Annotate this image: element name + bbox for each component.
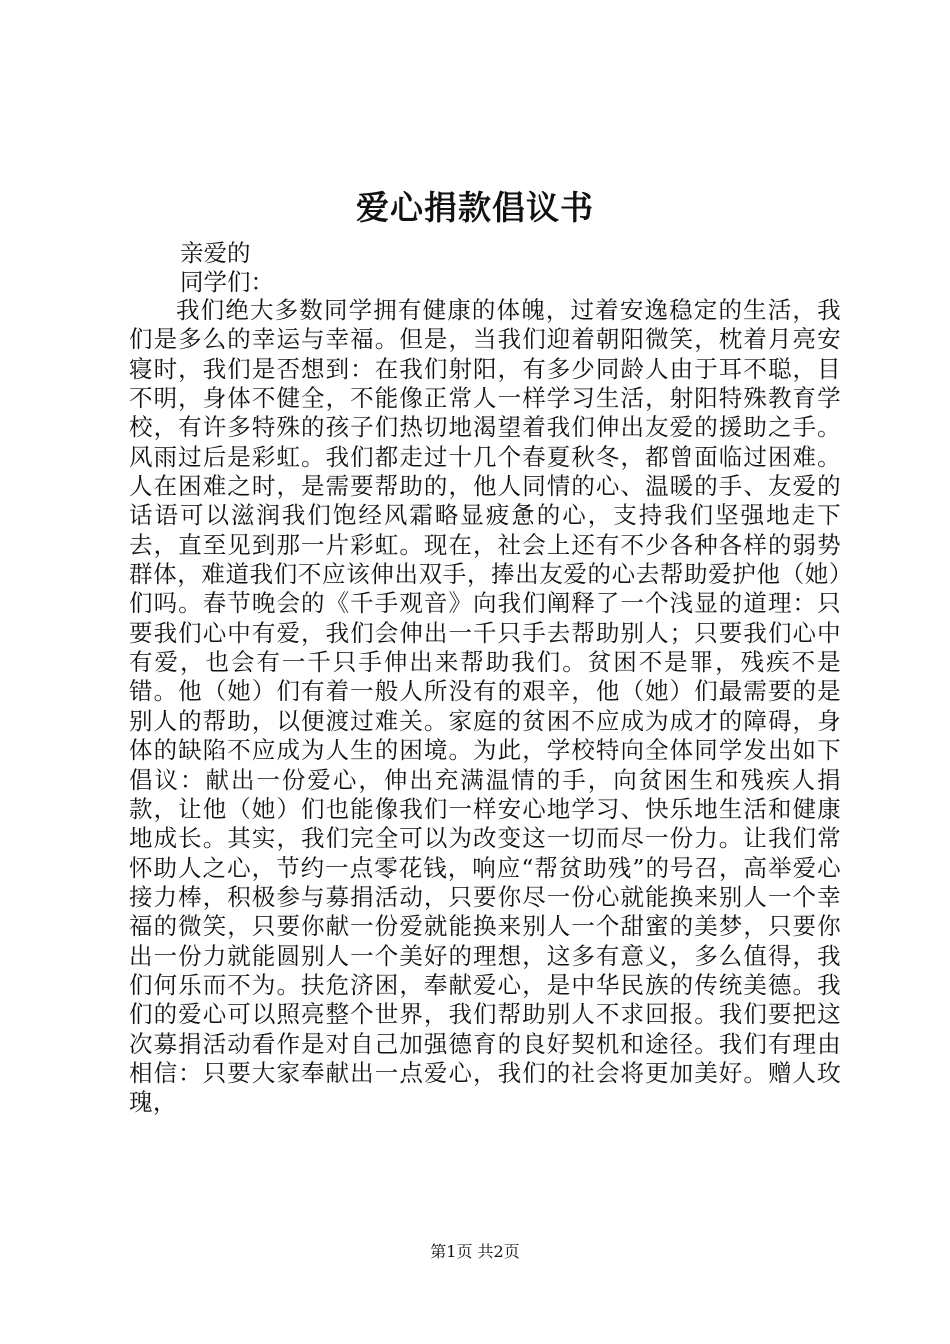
page-footer: 第1页 共2页 bbox=[430, 1242, 520, 1261]
salutation-line-2: 同学们： bbox=[180, 268, 274, 296]
body-paragraph: 我们绝大多数同学拥有健康的体魄，过着安逸稳定的生活，我们是多么的幸运与幸福。但是，当我们迎着朝阳微笑，枕着月亮安寝时，我们是否想到：在我们射阳，有多少同龄人由于耳不聪，目不明，身体不健全，不能像正常人一样学习生活，射阳特殊教育学校，有许多特殊的孩子们热切地渴望着我们伸出友爱的援助之手。风雨过后是彩虹。我们都走过十几个春夏秋冬，都曾面临过困难。人在困难之时，是需要帮助的，他人同情的心、温暖的手、友爱的话语可以滋润我们饱经风霜略显疲惫的心，支持我们坚强地走下去，直至见到那一片彩虹。现在，社会上还有不少各种各样的弱势群体，难道我们不应该伸出双手，捧出友爱的心去帮助爱护他（她）们吗。春节晚会的《千手观音》向我们阐释了一个浅显的道理：只要我们心中有爱，我们会伸出一千只手去帮助别人；只要我们心中有爱，也会有一千只手伸出来帮助我们。贫困不是罪，残疾不是错。他（她）们有着一般人所没有的艰辛，他（她）们最需要的是别人的帮助，以便渡过难关。家庭的贫困不应成为成才的障碍，身体的缺陷不应成为人生的困境。为此，学校特向全体同学发出如下倡议：献出一份爱心，伸出充满温情的手，向贫困生和残疾人捐款，让他（她）们也能像我们一样安心地学习、快乐地生活和健康地成长。其实，我们完全可以为改变这一切而尽一份力。让我们常怀助人之心，节约一点零花钱，响应“帮贫助残”的号召，高举爱心接力棒，积极参与募捐活动，只要你尽一份心就能换来别人一个幸福的微笑，只要你献一份爱就能换来别人一个甜蜜的美梦，只要你出一份力就能圆别人一个美好的理想，这多有意义，多么值得，我们何乐而不为。扶危济困，奉献爱心，是中华民族的传统美德。我们的爱心可以照亮整个世界，我们帮助别人不求回报。我们要把这次募捐活动看作是对自己加强德育的良好契机和途径。我们有理由相信：只要大家奉献出一点爱心，我们的社会将更加美好。赠人玫瑰， bbox=[129, 296, 841, 1117]
salutation-line-1: 亲爱的 bbox=[180, 239, 251, 267]
document-title: 爱心捐款倡议书 bbox=[356, 188, 594, 227]
